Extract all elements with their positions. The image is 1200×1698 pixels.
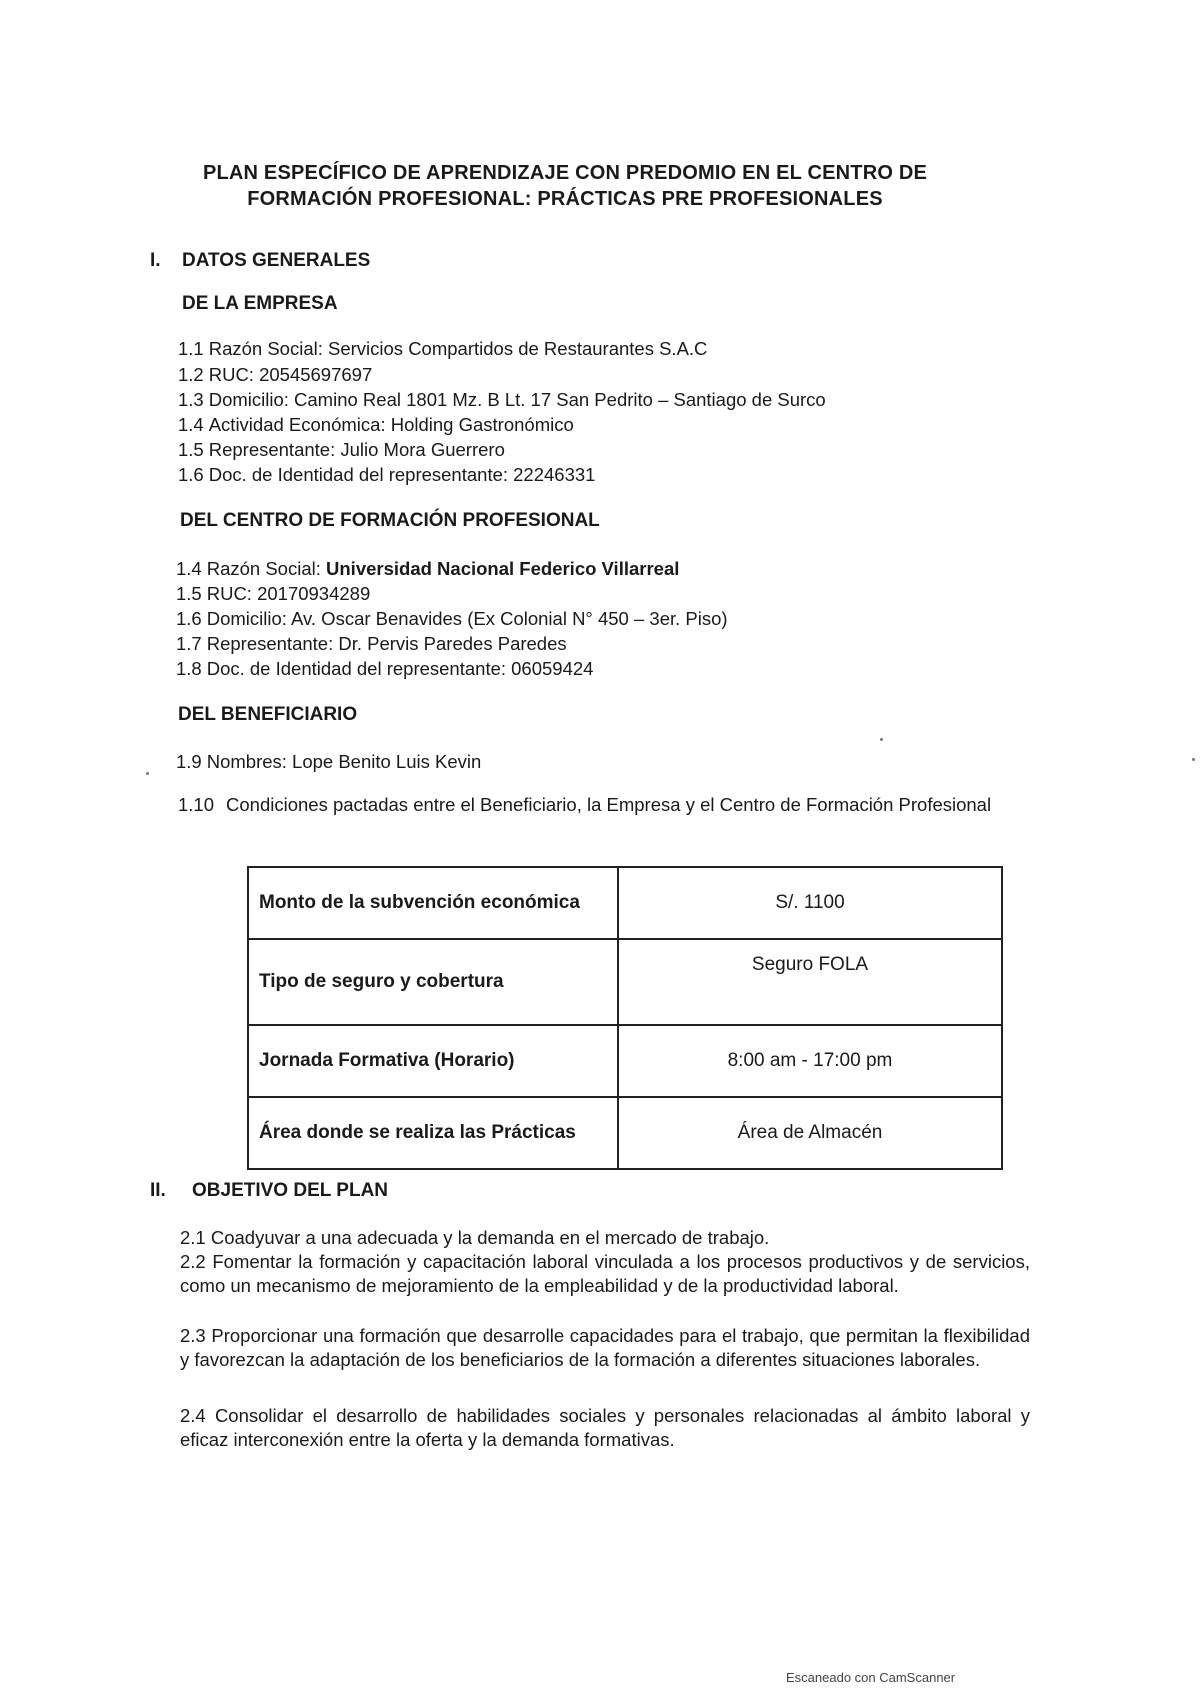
beneficiario-heading: DEL BENEFICIARIO (178, 704, 358, 725)
table-cell-label: Área donde se realiza las Prácticas (248, 1097, 618, 1169)
section-1-heading (150, 250, 370, 272)
objetivo-item-1: 2.1 Coadyuvar a una adecuada y la demanda en el mercado de trabajo. (180, 1227, 770, 1248)
title-line-2: FORMACIÓN PROFESIONAL: PRÁCTICAS PRE PROFESIONALES (247, 188, 883, 210)
empresa-item-5: 1.5 Representante: Julio Mora Guerrero (178, 439, 505, 460)
table-cell-label: Tipo de seguro y cobertura (248, 939, 618, 1025)
objetivo-item-4: 2.4 Consolidar el desarrollo de habilidades sociales y personales relacionadas al ámbito laboral y eficaz interconexión entre la oferta y la demanda formativas. (180, 1405, 1030, 1450)
table-row (248, 1097, 1002, 1169)
conditions-table (247, 866, 1003, 1170)
beneficiario-nombres: 1.9 Nombres: Lope Benito Luis Kevin (176, 751, 482, 772)
scan-speck (1192, 758, 1195, 761)
centro-item-2: 1.5 RUC: 20170934289 (176, 583, 371, 604)
empresa-item-6: 1.6 Doc. de Identidad del representante: 22246331 (178, 464, 596, 485)
scanner-footer: Escaneado con CamScanner (786, 1670, 956, 1685)
scan-speck (880, 738, 883, 741)
empresa-heading: DE LA EMPRESA (182, 293, 338, 314)
empresa-item-3: 1.3 Domicilio: Camino Real 1801 Mz. B Lt. 17 San Pedrito – Santiago de Surco (178, 389, 826, 410)
section-2-title: OBJETIVO DEL PLAN (192, 1180, 389, 1201)
section-1-roman: I. (150, 250, 161, 271)
centro-item-1: 1.4 Razón Social: Universidad Nacional Federico Villarreal (176, 558, 680, 579)
empresa-item-2: 1.2 RUC: 20545697697 (178, 364, 373, 385)
table-row (248, 939, 1002, 1025)
table-cell-value: 8:00 am - 17:00 pm (618, 1025, 1002, 1097)
objetivo-item-2: 2.2 Fomentar la formación y capacitación laboral vinculada a los procesos productivos y de servicios, como un mecanismo de mejoramiento de la empleabilidad y de la productividad laboral. (180, 1251, 1030, 1296)
beneficiario-condiciones: 1.10 Condiciones pactadas entre el Beneficiario, la Empresa y el Centro de Formación Profesional (178, 794, 992, 815)
table-cell-label: Monto de la subvención económica (248, 867, 618, 939)
table-cell-value: S/. 1100 (618, 867, 1002, 939)
empresa-item-1: 1.1 Razón Social: Servicios Compartidos de Restaurantes S.A.C (178, 338, 708, 359)
centro-heading: DEL CENTRO DE FORMACIÓN PROFESIONAL (180, 510, 600, 531)
section-1-title: DATOS GENERALES (182, 250, 371, 271)
centro-item-4: 1.7 Representante: Dr. Pervis Paredes Paredes (176, 633, 567, 654)
centro-item-3: 1.6 Domicilio: Av. Oscar Benavides (Ex Colonial N° 450 – 3er. Piso) (176, 608, 728, 629)
centro-item-5: 1.8 Doc. de Identidad del representante: 06059424 (176, 658, 594, 679)
objetivo-item-3: 2.3 Proporcionar una formación que desarrolle capacidades para el trabajo, que permitan la flexibilidad y favorezcan la adaptación de los beneficiarios de la formación a diferentes situaciones laborales. (180, 1325, 1030, 1370)
table-row (248, 1025, 1002, 1097)
table-cell-value: Área de Almacén (618, 1097, 1002, 1169)
empresa-item-4: 1.4 Actividad Económica: Holding Gastronómico (178, 414, 574, 435)
title-line-1: PLAN ESPECÍFICO DE APRENDIZAJE CON PREDOMIO EN EL CENTRO DE (202, 162, 928, 184)
table-cell-value: Seguro FOLA (618, 939, 1002, 1025)
section-2-roman: II. (150, 1180, 166, 1201)
table-cell-label: Jornada Formativa (Horario) (248, 1025, 618, 1097)
document-title (160, 160, 970, 212)
scan-speck (146, 772, 149, 775)
section-2-heading (150, 1180, 388, 1202)
table-row (248, 867, 1002, 939)
